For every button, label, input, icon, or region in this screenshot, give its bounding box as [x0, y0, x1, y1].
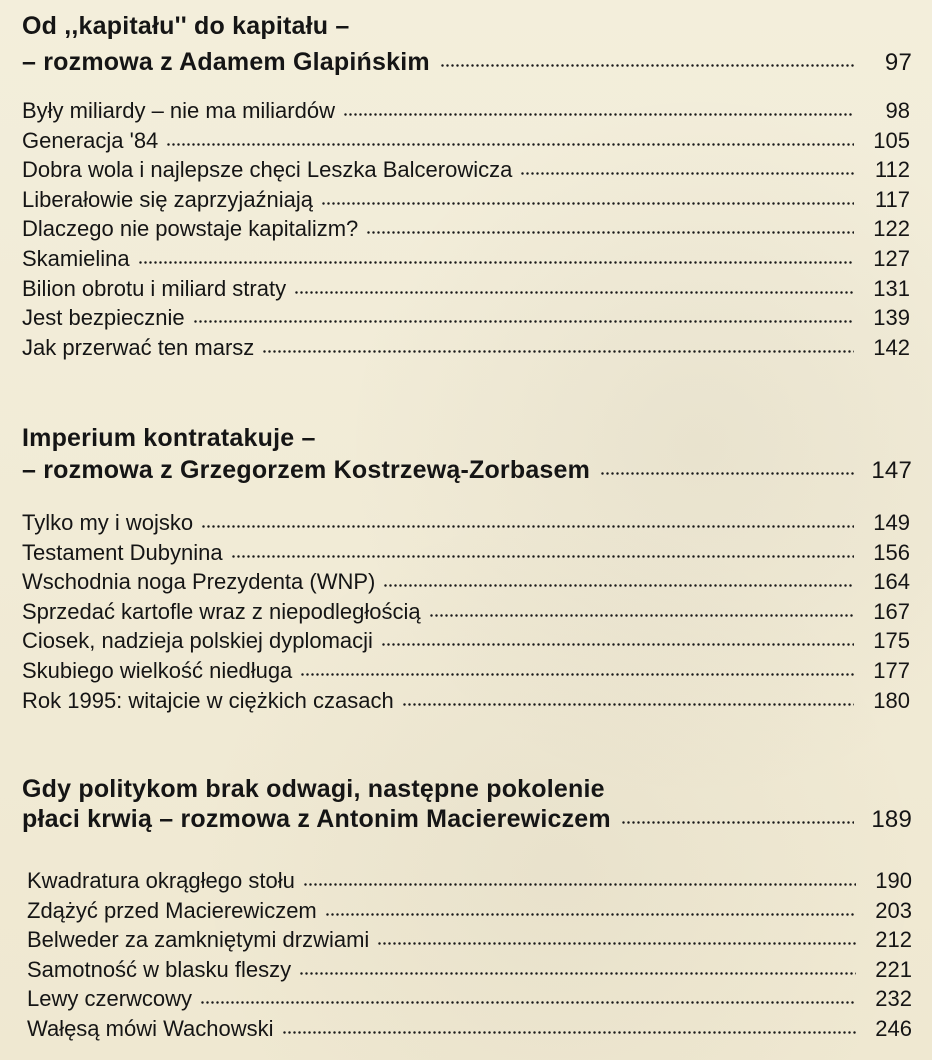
entry-title: Rok 1995: witajcie w ciężkich czasach [22, 687, 394, 713]
dot-leader [282, 1030, 856, 1035]
entry-title: Zdążyć przed Macierewiczem [27, 897, 317, 923]
dot-leader [325, 912, 856, 917]
entry-title: Jest bezpiecznie [22, 305, 185, 331]
toc-entry [22, 126, 910, 156]
entry-title: Wschodnia noga Prezydenta (WNP) [22, 569, 376, 595]
dot-leader [303, 882, 856, 887]
dot-leader [231, 554, 854, 559]
chapter-heading-line [22, 424, 912, 452]
toc-entry [22, 185, 910, 215]
chapter-heading-line1: Gdy politykom brak odwagi, następne pokolenie [22, 775, 605, 803]
dot-leader [200, 1000, 856, 1005]
entry-page-number: 105 [873, 127, 910, 153]
dot-leader [402, 702, 854, 707]
dot-leader [193, 319, 854, 324]
dot-leader [294, 290, 854, 295]
entry-title: Skubiego wielkość niedługa [22, 657, 293, 683]
entry-list [27, 866, 912, 1044]
entry-page-number: 142 [873, 334, 910, 360]
entry-page-number: 190 [875, 868, 912, 893]
entry-page-number: 139 [873, 305, 910, 331]
entry-title: Skamielina [22, 245, 130, 271]
entry-title: Jak przerwać ten marsz [22, 334, 255, 360]
entry-page-number: 175 [873, 628, 910, 654]
toc-entry [22, 214, 910, 244]
entry-title: Kwadratura okrągłego stołu [27, 868, 295, 893]
toc-entry [27, 896, 912, 926]
chapter-page-number: 189 [871, 806, 912, 833]
chapter-heading-line [22, 456, 912, 485]
chapter-heading-line2: płaci krwią – rozmowa z Antonim Macierewiczem [22, 805, 611, 833]
entry-title: Samotność w blasku fleszy [27, 956, 292, 982]
entry-page-number: 246 [875, 1015, 912, 1041]
chapter-heading [22, 424, 912, 485]
entry-title: Dlaczego nie powstaje kapitalizm? [22, 216, 359, 242]
entry-page-number: 212 [875, 927, 912, 953]
toc-entry [22, 686, 910, 716]
toc-entry [22, 508, 910, 538]
toc-entry [27, 955, 912, 985]
toc-entry [22, 567, 910, 597]
toc-entry [22, 597, 910, 627]
dot-leader [520, 171, 854, 176]
entry-title: Lewy czerwcowy [27, 986, 193, 1012]
entry-title: Dobra wola i najlepsze chęci Leszka Balcerowicza [22, 157, 513, 183]
chapter-heading [22, 775, 912, 834]
entry-page-number: 167 [873, 598, 910, 624]
entry-page-number: 98 [885, 98, 910, 123]
dot-leader [201, 524, 854, 529]
dot-leader [166, 142, 854, 147]
dot-leader [300, 672, 854, 677]
chapter-heading-line2: – rozmowa z Grzegorzem Kostrzewą-Zorbasem [22, 456, 591, 484]
toc-entry [22, 303, 910, 333]
entry-page-number: 122 [873, 216, 910, 242]
entry-page-number: 164 [873, 569, 910, 595]
entry-page-number: 131 [873, 275, 910, 301]
entry-title: Wałęsą mówi Wachowski [27, 1015, 274, 1041]
chapter-page-number: 147 [871, 457, 912, 484]
toc-entry [22, 274, 910, 304]
dot-leader [440, 63, 854, 68]
dot-leader [299, 971, 856, 976]
toc-entry [27, 984, 912, 1014]
entry-title: Były miliardy – nie ma miliardów [22, 98, 335, 123]
chapter-heading-line2: – rozmowa z Adamem Glapińskim [22, 48, 430, 76]
toc-entry [22, 656, 910, 686]
dot-leader [621, 820, 854, 825]
entry-list [22, 508, 912, 715]
entry-list [22, 96, 912, 362]
entry-page-number: 203 [875, 897, 912, 923]
chapter-heading-line1: Imperium kontratakuje – [22, 424, 316, 452]
toc-entry [22, 244, 910, 274]
dot-leader [600, 471, 854, 476]
toc-entry [27, 1014, 912, 1044]
entry-title: Testament Dubynina [22, 539, 223, 565]
entry-title: Belweder za zamkniętymi drzwiami [27, 927, 370, 953]
toc-entry [22, 538, 910, 568]
dot-leader [138, 260, 854, 265]
dot-leader [381, 642, 854, 647]
chapter-heading-line1: Od ,,kapitału'' do kapitału – [22, 12, 350, 40]
chapter-heading-line [22, 12, 912, 40]
dot-leader [383, 583, 854, 588]
entry-page-number: 112 [874, 157, 910, 183]
chapter-heading-line [22, 775, 912, 803]
entry-title: Generacja '84 [22, 127, 159, 153]
dot-leader [377, 941, 856, 946]
toc-entry [27, 925, 912, 955]
dot-leader [321, 201, 854, 206]
entry-page-number: 156 [873, 539, 910, 565]
chapter-heading [22, 12, 912, 77]
entry-title: Tylko my i wojsko [22, 510, 194, 535]
entry-page-number: 232 [875, 986, 912, 1012]
entry-title: Bilion obrotu i miliard straty [22, 275, 287, 301]
toc-entry [22, 96, 910, 126]
toc-entry [27, 866, 912, 896]
entry-page-number: 117 [874, 186, 910, 212]
entry-title: Ciosek, nadzieja polskiej dyplomacji [22, 628, 373, 654]
toc-entry [22, 626, 910, 656]
toc-entry [22, 333, 910, 363]
entry-page-number: 221 [875, 956, 912, 982]
chapter-heading-line [22, 48, 912, 77]
entry-page-number: 149 [873, 510, 910, 535]
entry-page-number: 180 [873, 687, 910, 713]
entry-page-number: 177 [873, 657, 910, 683]
toc-entry [22, 155, 910, 185]
dot-leader [429, 613, 854, 618]
dot-leader [343, 112, 854, 117]
entry-title: Sprzedać kartofle wraz z niepodległością [22, 598, 421, 624]
chapter-heading-line [22, 805, 912, 834]
chapter-page-number: 97 [884, 49, 912, 76]
dot-leader [262, 349, 854, 354]
entry-title: Liberałowie się zaprzyjaźniają [22, 186, 314, 212]
entry-page-number: 127 [873, 245, 910, 271]
dot-leader [366, 230, 854, 235]
